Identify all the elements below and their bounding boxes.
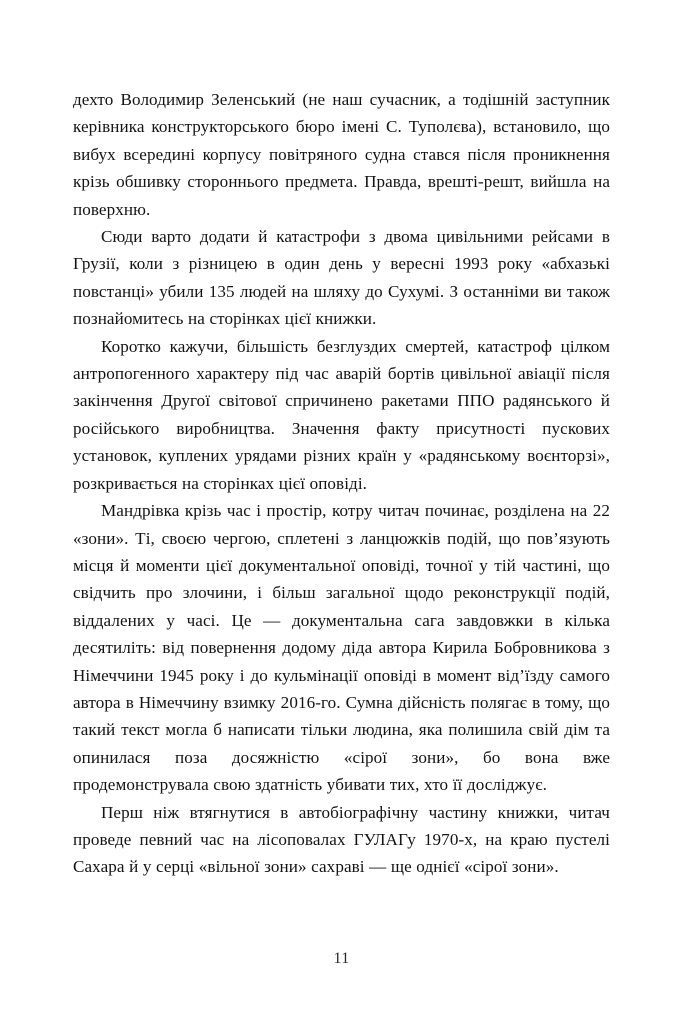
paragraph: Перш ніж втягнутися в автобіографічну частину книжки, читач проведе певний час на лісоповалах ГУЛАГу 1970-х, на краю пустелі Сахара й у серці «вільної зони» сахраві — ще однієї «сірої зони». <box>73 802 610 877</box>
body-text-column <box>73 86 610 881</box>
paragraph: Мандрівка крізь час і простір, котру читач починає, розділена на 22 «зони». Ті, своєю чергою, сплетені з ланцюжків подій, що пов’язують місця й моменти цієї документальної оповіді, точної у тій частині, що свідчить про злочини, і більш загальної щодо реконструкції подій, віддалених у часі. Це — документальна сага завдовжки в кілька десятиліть: від повернення додому діда автора Кирила Бобровникова з Німеччини 1945 року і до кульмінації оповіді в момент від’їзду самого автора в Німеччину взимку 2016-го. Сумна дійсність полягає в тому, що такий текст могла б написати тільки людина, яка полишила свій дім та опинилася поза досяжністю «сірої зони», бо вона вже продемонструвала свою здатність убивати тих, хто її досліджує. <box>73 501 610 795</box>
paragraph: Сюди варто додати й катастрофи з двома цивільними рейсами в Грузії, коли з різницею в один день у вересні 1993 року «абхазькі повстанці» убили 135 людей на шляху до Сухумі. З останніми ви також познайомитесь на сторінках цієї книжки. <box>73 227 610 329</box>
page-number: 11 <box>333 950 350 967</box>
paragraph: дехто Володимир Зеленський (не наш сучасник, а тодішній заступник керівника конструкторського бюро імені С. Туполєва), встановило, що вибух всередині корпусу повітряного судна стався після проникнення крізь обшивку стороннього предмета. Правда, врешті-решт, вийшла на поверхню. <box>73 90 610 219</box>
paragraph: Коротко кажучи, більшість безглуздих смертей, катастроф цілком антропогенного характеру під час аварій бортів цивільної авіації після закінчення Другої світової спричинено ракетами ППО радянського й російського виробництва. Значення факту присутності пускових установок, куплених урядами різних країн у «радянському воєнторзі», розкривається на сторінках цієї оповіді. <box>73 336 610 493</box>
